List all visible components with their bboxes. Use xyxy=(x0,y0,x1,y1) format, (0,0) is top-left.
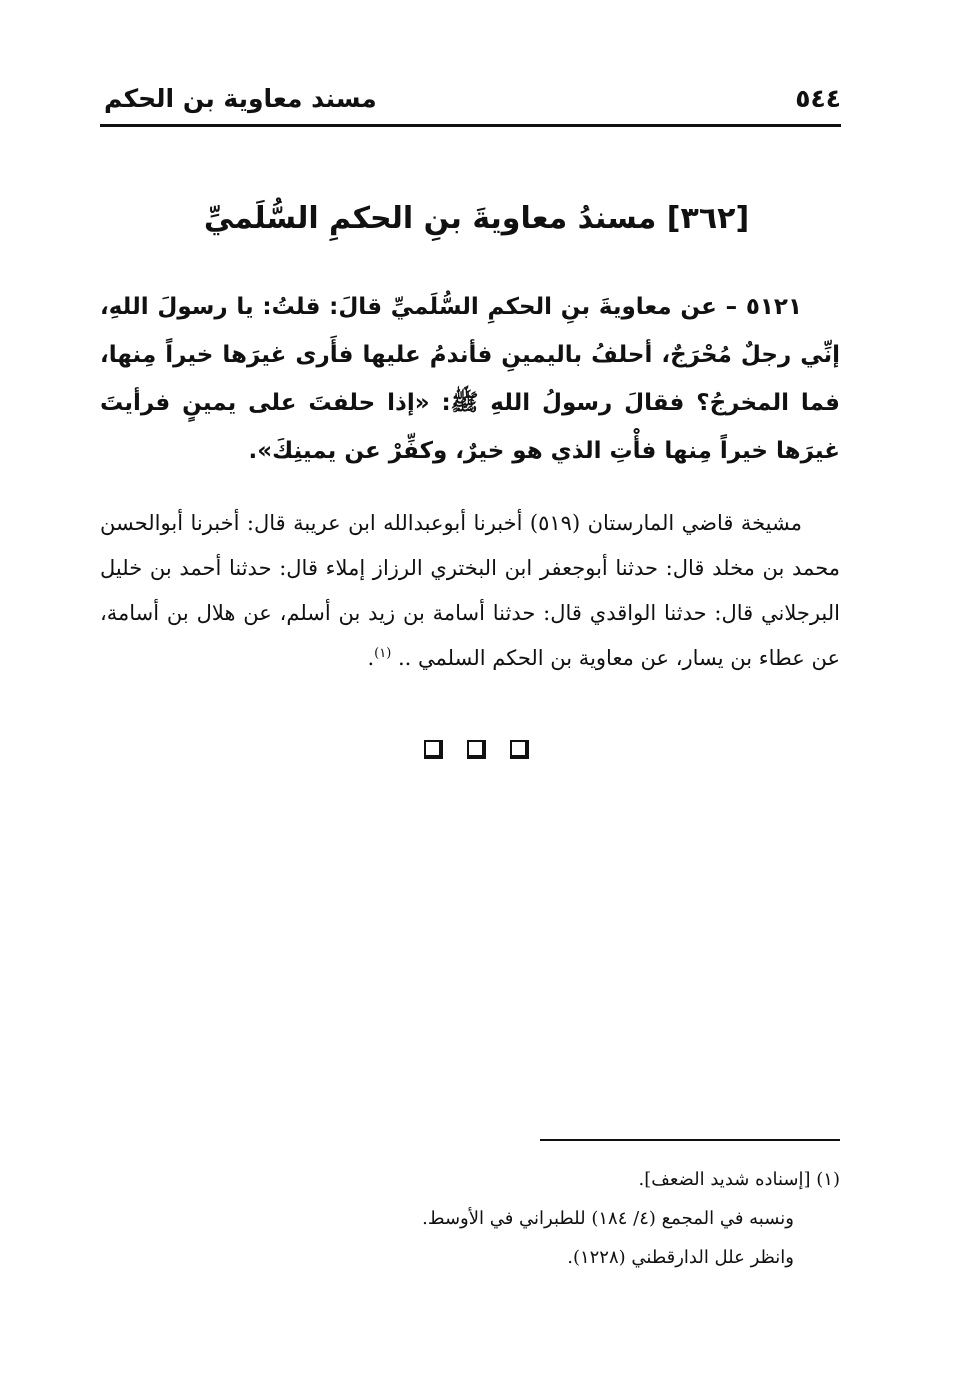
hadith-number: ٥١٢١ xyxy=(745,294,802,320)
isnad-end: . xyxy=(367,646,375,670)
hadith-text: – عن معاويةَ بنِ الحكمِ السُّلَميِّ قالَ: قلتُ: يا رسولَ اللهِ، إنِّي رجلٌ مُحْرَجٌ، أحلفُ باليمينِ فأندمُ عليها فأَرى غيرَها خيراً مِنها، فما المخرجُ؟ فقالَ رسولُ اللهِ ﷺ: «إذا حلفتَ على يمينٍ فرأيتَ غيرَها خيراً مِنها فأْتِ الذي هو خيرٌ، وكفِّرْ عن يمينِكَ». xyxy=(100,294,840,464)
isnad-paragraph xyxy=(100,501,840,681)
footnote-line: ونسبه في المجمع (٤/ ١٨٤) للطبراني في الأوسط. xyxy=(422,1208,794,1229)
footnotes xyxy=(100,1160,840,1277)
footnote-rule xyxy=(540,1139,840,1141)
running-title: مسند معاوية بن الحكم xyxy=(104,84,377,113)
footnote-marker[interactable]: (١) xyxy=(374,646,392,661)
section-title: [٣٦٢] مسندُ معاويةَ بنِ الحكمِ السُّلَميِّ xyxy=(203,201,750,236)
header-rule xyxy=(100,124,841,127)
hadith-paragraph xyxy=(100,283,840,475)
section-separator xyxy=(0,740,953,770)
footnote-line: وانظر علل الدارقطني (١٢٢٨). xyxy=(567,1247,794,1268)
separator-box-icon xyxy=(510,740,529,759)
separator-box-icon xyxy=(467,740,486,759)
isnad-text: مشيخة قاضي المارستان (٥١٩) أخبرنا أبوعبدالله ابن عريبة قال: أخبرنا أبوالحسن محمد بن مخلد قال: حدثنا أبوجعفر ابن البختري الرزاز إملاء قال: حدثنا أحمد بن خليل البرجلاني قال: حدثنا الواقدي قال: حدثنا أسامة بن زيد بن أسلم، عن هلال بن أسامة، عن عطاء بن يسار، عن معاوية بن الحكم السلمي .. xyxy=(100,511,840,670)
separator-box-icon xyxy=(424,740,443,759)
footnote-line: (١) [إسناده شديد الضعف]. xyxy=(638,1169,840,1190)
page-number: ٥٤٤ xyxy=(795,84,841,113)
